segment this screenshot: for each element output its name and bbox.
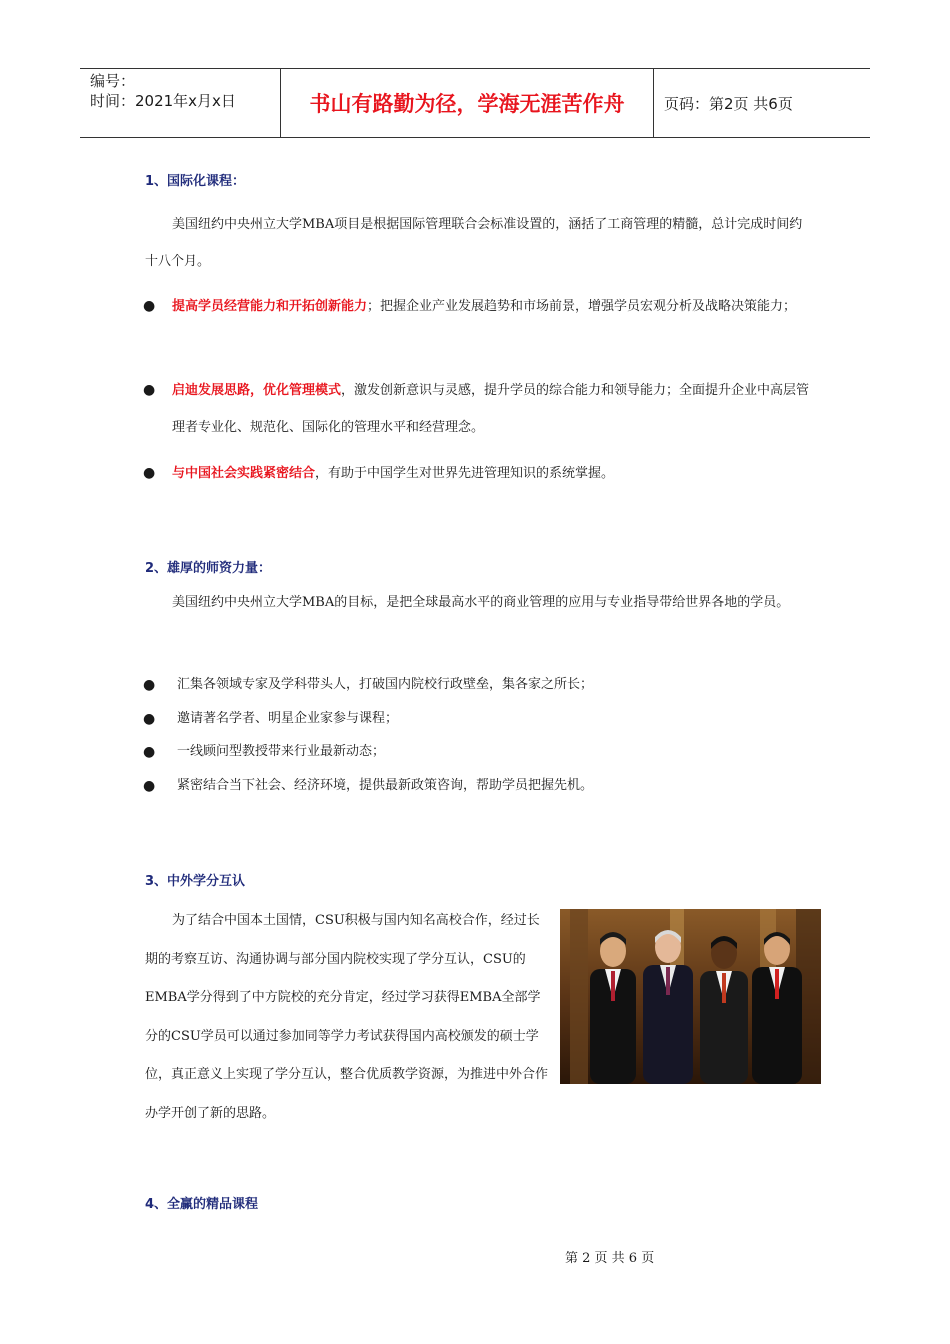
section-2-bullet: [143, 776, 593, 796]
section-4-title: 4、全赢的精品课程: [145, 1197, 259, 1212]
bullet-icon: ●: [143, 778, 156, 794]
bullet-text: 汇集各领域专家及学科带头人，打破国内院校行政壁垒，集各家之所长；: [177, 677, 594, 692]
bullet-icon: ●: [143, 298, 156, 314]
header-page-info: 页码：第2页 共6页: [664, 94, 793, 113]
page-footer: 第 2 页 共 6 页: [565, 1251, 655, 1266]
section-2-bullet: [143, 742, 385, 762]
bullet-text: ，激发创新意识与灵感，提升学员的综合能力和领导能力；全面提升企业中高层管理者专业化、规范化、国际化的管理水平和经营理念。: [172, 383, 810, 435]
bullet-icon: ●: [143, 677, 156, 693]
bullet-icon: ●: [143, 465, 156, 481]
section-2-intro: 美国纽约中央州立大学MBA的目标，是把全球最高水平的商业管理的应用与专业指导带给世界各地的学员。: [172, 595, 790, 610]
section-1-title: 1、国际化课程：: [145, 174, 246, 189]
page-header: [80, 68, 870, 138]
section-3-body: 为了结合中国本土国情，CSU积极与国内知名高校合作，经过长期的考察互访、沟通协调与部分国内院校实现了学分互认，CSU的EMBA学分得到了中方院校的充分肯定，经过学习获得EMBA全部学分的CSU学员可以通过参加同等学力考试获得国内高校颁发的硕士学位，真正意义上实现了学分互认，整合优质教学资源，为推进中外合作办学开创了新的思路。: [145, 913, 549, 1121]
bullet-text: 一线顾问型教授带来行业最新动态；: [177, 744, 386, 759]
section-1-intro: 美国纽约中央州立大学MBA项目是根据国际管理联合会标准设置的，涵括了工商管理的精髓，总计完成时间约十八个月。: [145, 217, 803, 269]
bullet-icon: ●: [143, 382, 156, 398]
section-2-bullet: [143, 709, 398, 729]
number-label: 编号：: [90, 72, 136, 90]
section-2-title: 2、雄厚的师资力量：: [145, 561, 272, 576]
bullet-highlight: 提高学员经营能力和开拓创新能力: [172, 299, 368, 314]
section-1-bullet: [143, 288, 813, 325]
header-meta-cell: [80, 69, 281, 137]
bullet-text: 紧密结合当下社会、经济环境，提供最新政策咨询，帮助学员把握先机。: [177, 778, 594, 793]
section-1-bullet: [143, 372, 813, 446]
section-2-bullet: [143, 675, 593, 695]
bullet-highlight: 与中国社会实践紧密结合: [172, 466, 316, 481]
bullet-text: 邀请著名学者、明星企业家参与课程；: [177, 711, 399, 726]
bullet-text: ，有助于中国学生对世界先进管理知识的系统掌握。: [315, 466, 615, 481]
section-1-bullet: [143, 455, 813, 492]
bullet-text: ；把握企业产业发展趋势和市场前景，增强学员宏观分析及战略决策能力；: [367, 299, 797, 314]
header-motto: 书山有路勤为径，学海无涯苦作舟: [281, 69, 654, 137]
bullet-icon: ●: [143, 744, 156, 760]
section-3-title: 3、中外学分互认: [145, 874, 246, 889]
bullet-highlight: 启迪发展思路，优化管理模式: [172, 383, 342, 398]
time-label: 时间：2021年x月x日: [90, 92, 236, 110]
bullet-icon: ●: [143, 711, 156, 727]
group-photo: [560, 909, 821, 1084]
